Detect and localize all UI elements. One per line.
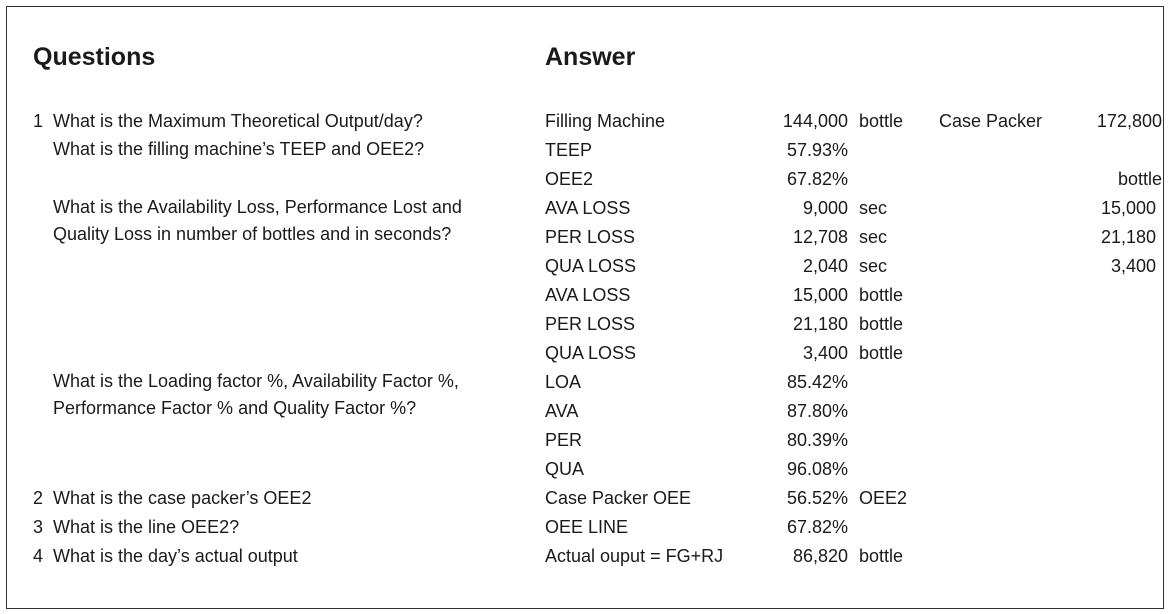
answer-label: TEEP: [545, 140, 593, 160]
question-number: 1: [33, 111, 44, 131]
question-text: What is the day’s actual output: [53, 546, 298, 566]
question-number: 3: [33, 517, 44, 537]
question-text: What is the Loading factor %, Availability Factor %,: [53, 371, 459, 391]
question-text: What is the Maximum Theoretical Output/day?: [53, 111, 423, 131]
answer-label: Case Packer OEE: [545, 488, 692, 508]
answer-value: 9,000: [802, 198, 848, 218]
answer-unit: bottle: [859, 111, 904, 131]
case-packer-value: 172,800: [1096, 111, 1162, 131]
question-text: What is the case packer’s OEE2: [53, 488, 312, 508]
answer-label: OEE LINE: [545, 517, 629, 537]
answer-value: 67.82%: [786, 517, 848, 537]
answer-label: AVA LOSS: [545, 285, 631, 305]
answer-unit: sec: [859, 256, 888, 276]
answer-unit: bottle: [859, 314, 904, 334]
answer-value: 57.93%: [786, 140, 848, 160]
answer-unit: bottle: [859, 546, 904, 566]
answer-label: QUA LOSS: [545, 343, 637, 363]
answer-unit: bottle: [859, 285, 904, 305]
answer-label: OEE2: [545, 169, 594, 189]
answer-label: PER: [545, 430, 583, 450]
question-text: What is the Availability Loss, Performance Lost and: [53, 197, 462, 217]
answer-unit: bottle: [859, 343, 904, 363]
question-text: Quality Loss in number of bottles and in seconds?: [53, 224, 452, 244]
answer-value: 2,040: [802, 256, 848, 276]
answer-value: 56.52%: [786, 488, 848, 508]
answer-value: 85.42%: [786, 372, 848, 392]
question-text: Performance Factor % and Quality Factor %?: [53, 398, 417, 418]
answer-label: PER LOSS: [545, 314, 636, 334]
answer-label: QUA: [545, 459, 585, 479]
answer-value: 86,820: [792, 546, 848, 566]
answer-label: QUA LOSS: [545, 256, 637, 276]
answer-label: AVA: [545, 401, 579, 421]
ava-loss-bottle: 15,000: [1100, 198, 1156, 218]
answer-label: PER LOSS: [545, 227, 636, 247]
answer-value: 144,000: [782, 111, 848, 131]
answer-unit: sec: [859, 227, 888, 247]
per-loss-bottle: 21,180: [1100, 227, 1156, 247]
answer-label: AVA LOSS: [545, 198, 631, 218]
answer-label: Actual ouput = FG+RJ: [545, 546, 724, 566]
case-packer-label: Case Packer: [939, 111, 1043, 131]
answer-label: LOA: [545, 372, 582, 392]
qua-loss-bottle: 3,400: [1110, 256, 1156, 276]
answer-unit: sec: [859, 198, 888, 218]
answer-value: 3,400: [802, 343, 848, 363]
answer-value: 67.82%: [786, 169, 848, 189]
answer-header: Answer: [545, 43, 636, 71]
answer-label: Filling Machine: [545, 111, 666, 131]
question-text: What is the line OEE2?: [53, 517, 240, 537]
answer-value: 80.39%: [786, 430, 848, 450]
answer-value: 12,708: [792, 227, 848, 247]
question-number: 2: [33, 488, 44, 508]
answer-unit: OEE2: [859, 488, 908, 508]
answer-value: 96.08%: [786, 459, 848, 479]
answer-value: 15,000: [792, 285, 848, 305]
question-number: 4: [33, 546, 44, 566]
questions-header: Questions: [33, 43, 156, 71]
question-text: What is the filling machine’s TEEP and OEE2?: [53, 139, 425, 159]
bottle-unit: bottle: [1117, 169, 1162, 189]
answer-value: 87.80%: [786, 401, 848, 421]
answer-value: 21,180: [792, 314, 848, 334]
